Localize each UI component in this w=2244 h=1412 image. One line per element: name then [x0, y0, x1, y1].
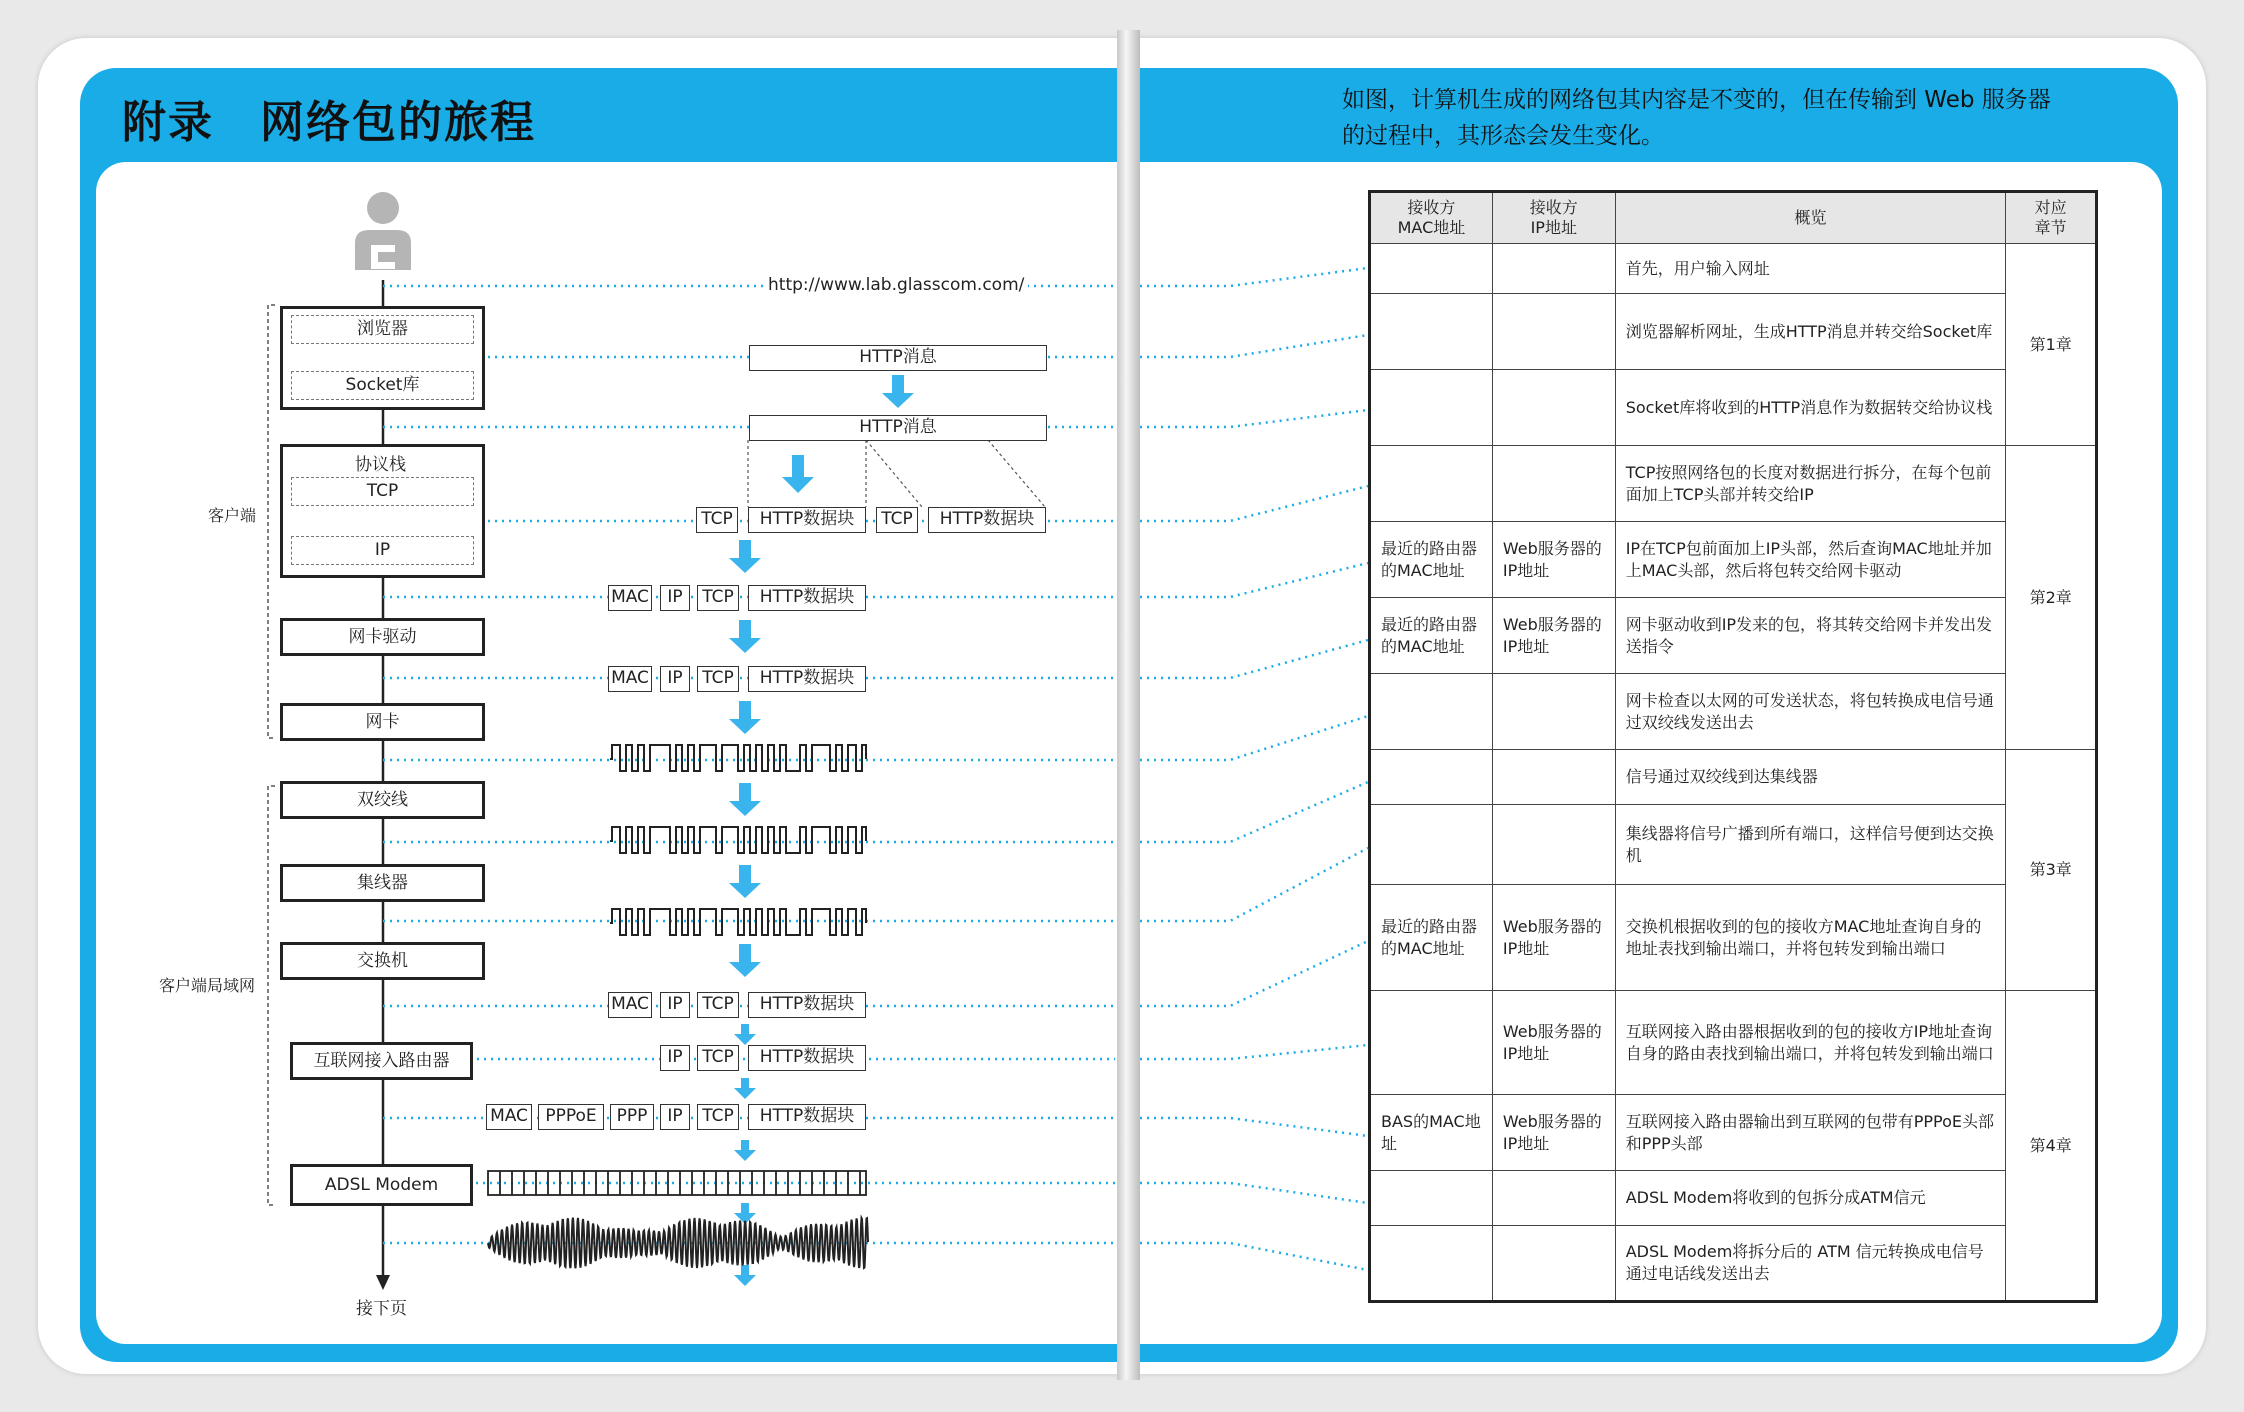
cell-mac: 最近的路由器的MAC地址 — [1370, 885, 1493, 991]
header-chapter: 对应 章节 — [2006, 192, 2097, 244]
tcp-header: TCP — [696, 507, 738, 533]
cell-ip — [1492, 244, 1615, 294]
mac-packet-part: MAC — [486, 1104, 532, 1130]
tcp-header: TCP — [876, 507, 918, 533]
table-row — [1370, 991, 2097, 1095]
chunk-packet-part: HTTP数据块 — [748, 666, 866, 692]
cell-summary: IP在TCP包前面加上IP头部，然后查询MAC地址并加上MAC头部，然后将包转交给网卡驱动 — [1615, 522, 2006, 598]
cell-summary: Socket库将收到的HTTP消息作为数据转交给协议栈 — [1615, 370, 2006, 446]
http-message-packet: HTTP消息 — [749, 415, 1047, 441]
table-row — [1370, 885, 2097, 991]
book-spine — [1117, 30, 1140, 1380]
table-row — [1370, 750, 2097, 805]
header-ip: 接收方 IP地址 — [1492, 192, 1615, 244]
table-connectors — [1140, 0, 1370, 1412]
http-chunk: HTTP数据块 — [928, 507, 1046, 533]
cell-chapter: 第4章 — [2006, 991, 2097, 1302]
tcp-packet-part: TCP — [697, 585, 739, 611]
cell-ip — [1492, 1171, 1615, 1226]
browser-box[interactable]: 浏览器 — [291, 315, 474, 344]
chunk-packet-part: HTTP数据块 — [748, 585, 866, 611]
cell-summary: 首先，用户输入网址 — [1615, 244, 2006, 294]
url-label: http://www.lab.glasscom.com/ — [764, 275, 1028, 295]
adsl-modem-box[interactable]: ADSL Modem — [290, 1164, 473, 1206]
cell-ip: Web服务器的IP地址 — [1492, 991, 1615, 1095]
cell-mac — [1370, 750, 1493, 805]
cell-ip — [1492, 294, 1615, 370]
cell-ip — [1492, 446, 1615, 522]
cell-summary: 网卡检查以太网的可发送状态，将包转换成电信号通过双绞线发送出去 — [1615, 674, 2006, 750]
cell-mac — [1370, 370, 1493, 446]
mac-packet-part: MAC — [608, 666, 652, 692]
client-group-label: 客户端 — [208, 506, 257, 525]
cell-ip — [1492, 805, 1615, 885]
table-row — [1370, 1095, 2097, 1171]
table-row — [1370, 1226, 2097, 1302]
tcp-packet-part: TCP — [697, 992, 739, 1018]
cell-ip: Web服务器的IP地址 — [1492, 1095, 1615, 1171]
pppoe-packet-part: PPPoE — [538, 1104, 604, 1130]
user-icon — [355, 192, 411, 270]
atm-cells — [488, 1171, 866, 1195]
cell-summary: 互联网接入路由器输出到互联网的包带有PPPoE头部和PPP头部 — [1615, 1095, 2006, 1171]
ppp-packet-part: PPP — [610, 1104, 654, 1130]
cell-mac: 最近的路由器的MAC地址 — [1370, 522, 1493, 598]
chunk-packet-part: HTTP数据块 — [748, 1045, 866, 1071]
ip-packet-part: IP — [660, 666, 690, 692]
down-arrow-icon — [376, 1275, 390, 1290]
tcp-box[interactable]: TCP — [291, 477, 474, 506]
cell-chapter: 第3章 — [2006, 750, 2097, 991]
cell-mac — [1370, 244, 1493, 294]
chunk-packet-part: HTTP数据块 — [748, 1104, 866, 1130]
table-row — [1370, 1171, 2097, 1226]
stack-label: 协议栈 — [355, 455, 406, 475]
cell-ip — [1492, 674, 1615, 750]
cell-ip: Web服务器的IP地址 — [1492, 885, 1615, 991]
switch-box[interactable]: 交换机 — [280, 942, 485, 980]
intro-text — [1342, 82, 2051, 154]
summary-table — [1368, 190, 2098, 1303]
cell-ip: Web服务器的IP地址 — [1492, 522, 1615, 598]
cell-summary: 信号通过双绞线到达集线器 — [1615, 750, 2006, 805]
cell-mac — [1370, 446, 1493, 522]
cell-summary: 集线器将信号广播到所有端口，这样信号便到达交换机 — [1615, 805, 2006, 885]
cell-summary: 网卡驱动收到IP发来的包，将其转交给网卡并发出发送指令 — [1615, 598, 2006, 674]
electric-signal-waves — [610, 745, 866, 935]
cell-summary: ADSL Modem将拆分后的 ATM 信元转换成电信号通过电话线发送出去 — [1615, 1226, 2006, 1302]
table-row — [1370, 674, 2097, 750]
ip-packet-part: IP — [660, 585, 690, 611]
tcp-packet-part: TCP — [697, 1045, 739, 1071]
table-row — [1370, 446, 2097, 522]
tcp-packet-part: TCP — [697, 1104, 739, 1130]
ip-packet-part: IP — [660, 1045, 690, 1071]
flow-diagram — [0, 0, 1120, 1412]
client-bracket — [268, 305, 275, 738]
router-box[interactable]: 互联网接入路由器 — [290, 1042, 473, 1080]
cell-mac: BAS的MAC地址 — [1370, 1095, 1493, 1171]
cell-ip — [1492, 370, 1615, 446]
cell-mac — [1370, 294, 1493, 370]
table-row — [1370, 294, 2097, 370]
cell-mac — [1370, 805, 1493, 885]
socket-box[interactable]: Socket库 — [291, 371, 474, 400]
mac-packet-part: MAC — [608, 992, 652, 1018]
cell-mac — [1370, 1226, 1493, 1302]
cell-summary: 互联网接入路由器根据收到的包的接收方IP地址查询自身的路由表找到输出端口，并将包转发到输出端口 — [1615, 991, 2006, 1095]
ip-box[interactable]: IP — [291, 536, 474, 565]
mac-packet-part: MAC — [608, 585, 652, 611]
cell-summary: ADSL Modem将收到的包拆分成ATM信元 — [1615, 1171, 2006, 1226]
table-row — [1370, 598, 2097, 674]
cell-chapter: 第1章 — [2006, 244, 2097, 446]
ip-packet-part: IP — [660, 1104, 690, 1130]
cell-chapter: 第2章 — [2006, 446, 2097, 750]
intro-line-1: 如图，计算机生成的网络包其内容是不变的，但在传输到 Web 服务器 — [1342, 87, 2051, 113]
cell-ip — [1492, 1226, 1615, 1302]
twisted-pair-box[interactable]: 双绞线 — [280, 781, 485, 819]
cell-ip — [1492, 750, 1615, 805]
cell-summary: 浏览器解析网址，生成HTTP消息并转交给Socket库 — [1615, 294, 2006, 370]
table-row — [1370, 244, 2097, 294]
table-row — [1370, 522, 2097, 598]
header-summary: 概览 — [1615, 192, 2006, 244]
cell-mac — [1370, 991, 1493, 1095]
cell-mac — [1370, 674, 1493, 750]
cell-mac: 最近的路由器的MAC地址 — [1370, 598, 1493, 674]
tcp-packet-part: TCP — [697, 666, 739, 692]
next-page-label: 接下页 — [356, 1299, 407, 1319]
table-row — [1370, 370, 2097, 446]
table-row — [1370, 805, 2097, 885]
header-mac: 接收方 MAC地址 — [1370, 192, 1493, 244]
intro-line-2: 的过程中，其形态会发生变化。 — [1342, 123, 1664, 149]
cell-summary: TCP按照网络包的长度对数据进行拆分，在每个包前面加上TCP头部并转交给IP — [1615, 446, 2006, 522]
cell-summary: 交换机根据收到的包的接收方MAC地址查询自身的地址表找到输出端口，并将包转发到输出端口 — [1615, 885, 2006, 991]
nic-box[interactable]: 网卡 — [280, 703, 485, 741]
page-title: 附录 网络包的旅程 — [122, 97, 536, 148]
ip-packet-part: IP — [660, 992, 690, 1018]
nic-driver-box[interactable]: 网卡驱动 — [280, 618, 485, 656]
cell-ip: Web服务器的IP地址 — [1492, 598, 1615, 674]
client-lan-group-label: 客户端局域网 — [159, 976, 256, 995]
hub-box[interactable]: 集线器 — [280, 864, 485, 902]
http-chunk: HTTP数据块 — [748, 507, 866, 533]
chunk-packet-part: HTTP数据块 — [748, 992, 866, 1018]
cell-mac — [1370, 1171, 1493, 1226]
http-message-packet: HTTP消息 — [749, 345, 1047, 371]
client-lan-bracket — [268, 786, 275, 1205]
